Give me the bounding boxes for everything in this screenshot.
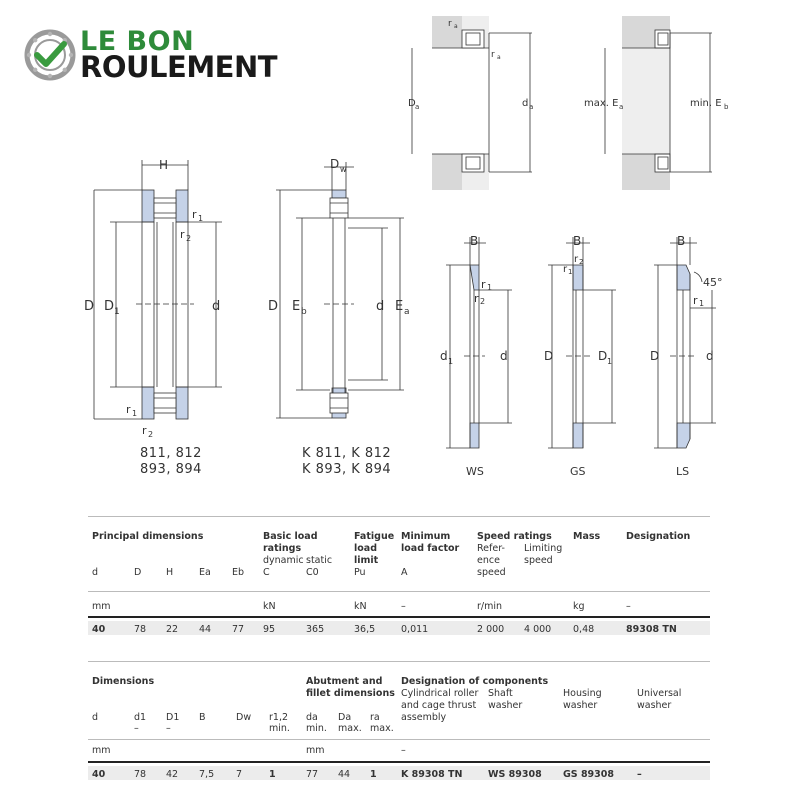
header-load: load <box>354 543 377 554</box>
svg-text:D: D <box>650 349 660 363</box>
cell-mass: 0,48 <box>573 624 595 635</box>
svg-text:w: w <box>340 165 347 174</box>
unit-dash: – <box>401 745 406 756</box>
symbol-Eb: Eb <box>232 567 245 578</box>
header-static: static <box>306 555 333 566</box>
svg-text:a: a <box>404 307 410 317</box>
svg-text:1: 1 <box>699 299 705 308</box>
gs-washer-drawing <box>544 234 616 448</box>
bearing-drawing-811 <box>84 158 222 439</box>
symbol-r12: r1,2 <box>269 712 289 723</box>
svg-text:1: 1 <box>607 357 613 366</box>
svg-text:D: D <box>330 157 340 171</box>
header-principal-dimensions: Principal dimensions <box>92 531 204 542</box>
header-load-factor: load factor <box>401 543 460 554</box>
cell-C0: 365 <box>306 624 325 635</box>
svg-text:1: 1 <box>568 268 573 276</box>
cell-C: 95 <box>263 624 276 635</box>
header-universal-1: Universal <box>637 688 682 699</box>
unit-kn-2: kN <box>354 601 367 612</box>
cell-Da: 44 <box>338 769 351 780</box>
svg-text:1: 1 <box>114 307 120 317</box>
symbol-A: A <box>401 567 408 578</box>
cell-Dw: 7 <box>236 769 243 780</box>
svg-text:a: a <box>497 54 501 61</box>
symbol-da: da <box>306 712 318 723</box>
svg-text:1: 1 <box>132 409 138 418</box>
svg-text:2: 2 <box>148 430 154 439</box>
unit-rmin: r/min <box>477 601 503 612</box>
symbol-d: d <box>92 712 99 723</box>
svg-text:r: r <box>693 294 698 307</box>
svg-text:d: d <box>440 349 448 363</box>
header-basic-load: Basic load <box>263 531 318 542</box>
caption-811-812: 811, 812 <box>140 446 202 461</box>
header-limiting-1: Limiting <box>524 543 563 554</box>
header-reference-2: ence <box>477 555 500 566</box>
caption-k811-k812: K 811, K 812 <box>302 446 392 461</box>
symbol-Da: Da <box>338 712 352 723</box>
header-cyl-1: Cylindrical roller <box>401 688 479 699</box>
cell-cyl-assembly: K 89308 TN <box>401 769 463 780</box>
header-limit: limit <box>354 555 379 566</box>
symbol-d: d <box>92 567 99 578</box>
svg-text:D: D <box>408 98 416 109</box>
cell-B: 7,5 <box>199 769 215 780</box>
caption-k893-k894: K 893, K 894 <box>302 462 392 477</box>
svg-text:r: r <box>180 228 185 241</box>
sub-ra: max. <box>370 723 394 734</box>
ws-washer-drawing <box>440 234 512 448</box>
svg-text:a: a <box>529 103 534 111</box>
header-speed-ratings: Speed ratings <box>477 531 552 542</box>
svg-text:d: d <box>212 299 221 314</box>
cell-D1: 42 <box>166 769 179 780</box>
header-universal-2: washer <box>637 700 672 711</box>
header-limiting-2: speed <box>524 555 553 566</box>
table2-data-rule <box>88 761 710 763</box>
svg-text:b: b <box>724 103 729 111</box>
header-abutment: Abutment and <box>306 676 383 687</box>
svg-text:b: b <box>301 307 307 317</box>
table1-top-rule <box>88 516 710 517</box>
caption-893-894: 893, 894 <box>140 462 202 477</box>
svg-text:r: r <box>491 50 495 60</box>
logo-text-line2: ROULEMENT <box>80 50 278 84</box>
symbol-C: C <box>263 567 270 578</box>
header-cyl-3: assembly <box>401 712 447 723</box>
sub-D1: – <box>166 723 171 734</box>
table2-row-bg <box>88 766 710 780</box>
svg-text:r: r <box>474 292 479 305</box>
svg-text:d: d <box>376 299 385 314</box>
cell-ref-speed: 2 000 <box>477 624 505 635</box>
svg-text:a: a <box>619 103 624 111</box>
svg-text:D: D <box>84 299 95 314</box>
symbol-D: D <box>134 567 142 578</box>
cell-universal-washer: – <box>637 769 642 780</box>
sub-da: min. <box>306 723 327 734</box>
logo-text-line1: LE BON <box>80 26 195 57</box>
sub-d1: – <box>134 723 139 734</box>
symbol-D1: D1 <box>166 712 180 723</box>
svg-text:d: d <box>500 349 508 363</box>
unit-kn-1: kN <box>263 601 276 612</box>
svg-text:r: r <box>192 208 197 221</box>
header-dimensions: Dimensions <box>92 676 155 687</box>
header-mass: Mass <box>573 531 601 542</box>
bearing-drawing-k811 <box>268 157 410 418</box>
cell-D: 78 <box>134 624 147 635</box>
symbol-B: B <box>199 712 206 723</box>
header-shaft-1: Shaft <box>488 688 513 699</box>
header-dynamic: dynamic <box>263 555 304 566</box>
svg-text:r: r <box>574 254 579 265</box>
table2-mid-rule <box>88 739 710 740</box>
svg-text:r: r <box>448 19 452 29</box>
caption-ls: LS <box>676 465 690 478</box>
svg-text:H: H <box>159 158 169 172</box>
table1-mid-rule <box>88 591 710 592</box>
symbol-Dw: Dw <box>236 712 252 723</box>
unit-kg: kg <box>573 601 585 612</box>
header-housing-2: washer <box>563 700 598 711</box>
svg-text:1: 1 <box>448 357 454 366</box>
header-minimum: Minimum <box>401 531 451 542</box>
svg-text:45°: 45° <box>703 276 723 289</box>
header-reference-1: Refer- <box>477 543 505 554</box>
unit-mm: mm <box>92 601 111 612</box>
cell-Eb: 77 <box>232 624 245 635</box>
svg-text:a: a <box>454 23 458 30</box>
svg-text:B: B <box>573 234 582 248</box>
table1-data-rule <box>88 616 710 618</box>
cell-Ea: 44 <box>199 624 212 635</box>
svg-text:r: r <box>126 403 131 416</box>
svg-text:min. E: min. E <box>690 98 722 109</box>
symbol-ra: ra <box>370 712 380 723</box>
caption-gs: GS <box>570 465 586 478</box>
cell-ra: 1 <box>370 769 377 780</box>
cell-A: 0,011 <box>401 624 429 635</box>
svg-text:2: 2 <box>480 297 486 306</box>
cell-housing-washer: GS 89308 <box>563 769 614 780</box>
sub-r12: min. <box>269 723 290 734</box>
unit-mm-1: mm <box>92 745 111 756</box>
svg-text:E: E <box>292 299 301 314</box>
svg-text:d: d <box>522 98 529 109</box>
symbol-Ea: Ea <box>199 567 211 578</box>
cell-designation: 89308 TN <box>626 624 677 635</box>
svg-text:r: r <box>563 264 568 275</box>
cell-limit-speed: 4 000 <box>524 624 552 635</box>
ls-washer-drawing <box>650 234 723 448</box>
svg-text:a: a <box>415 103 420 111</box>
cell-da: 77 <box>306 769 319 780</box>
svg-text:D: D <box>268 299 279 314</box>
table1-row-bg <box>88 621 710 635</box>
symbol-C0: C0 <box>306 567 319 578</box>
symbol-H: H <box>166 567 174 578</box>
svg-text:D: D <box>544 349 554 363</box>
svg-text:2: 2 <box>579 258 584 266</box>
cell-Pu: 36,5 <box>354 624 376 635</box>
svg-text:1: 1 <box>198 214 204 223</box>
abutment-drawing-ea-eb <box>584 16 729 190</box>
header-designation-components: Designation of components <box>401 676 549 687</box>
unit-dash-2: – <box>626 601 631 612</box>
cell-d1: 78 <box>134 769 147 780</box>
unit-dash-1: – <box>401 601 406 612</box>
header-housing-1: Housing <box>563 688 602 699</box>
svg-text:r: r <box>481 278 486 291</box>
cell-H: 22 <box>166 624 179 635</box>
svg-text:d: d <box>706 349 714 363</box>
svg-text:1: 1 <box>487 283 493 292</box>
symbol-Pu: Pu <box>354 567 366 578</box>
cell-r12: 1 <box>269 769 276 780</box>
svg-text:B: B <box>677 234 686 248</box>
header-reference-3: speed <box>477 567 506 578</box>
cell-d: 40 <box>92 624 106 635</box>
cell-d: 40 <box>92 769 106 780</box>
svg-text:B: B <box>470 234 479 248</box>
svg-text:2: 2 <box>186 234 192 243</box>
symbol-d1: d1 <box>134 712 147 723</box>
cell-shaft-washer: WS 89308 <box>488 769 542 780</box>
svg-text:D: D <box>598 349 608 363</box>
abutment-drawing-da <box>408 16 533 190</box>
header-cyl-2: and cage thrust <box>401 700 477 711</box>
header-ratings: ratings <box>263 543 302 554</box>
header-shaft-2: washer <box>488 700 523 711</box>
svg-text:E: E <box>395 299 404 314</box>
svg-text:r: r <box>142 424 147 437</box>
header-designation: Designation <box>626 531 691 542</box>
sub-Da: max. <box>338 723 362 734</box>
caption-ws: WS <box>466 465 484 478</box>
header-fillet: fillet dimensions <box>306 688 395 699</box>
header-fatigue: Fatigue <box>354 531 395 542</box>
unit-mm-2: mm <box>306 745 325 756</box>
svg-text:max. E: max. E <box>584 98 619 109</box>
svg-text:D: D <box>104 299 115 314</box>
table2-top-rule <box>88 661 710 662</box>
